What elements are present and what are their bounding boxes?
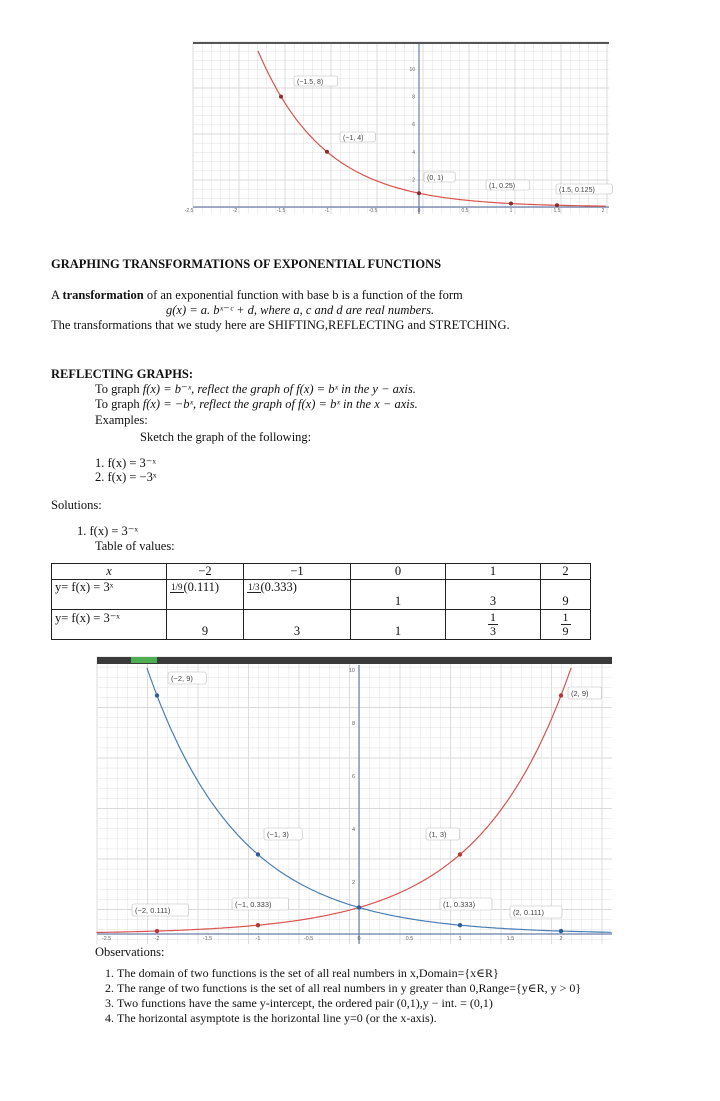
table-cell: 9 <box>167 610 244 640</box>
rule-1-math: f(x) = b⁻ˣ, reflect the graph of f(x) = bˣ in the y − axis. <box>142 382 416 396</box>
point-label: (2, 0.111) <box>513 908 544 917</box>
intro-bold-term: transformation <box>62 288 144 302</box>
y-tick-label: 10 <box>348 668 355 674</box>
observation-item: 1. The domain of two functions is the set of all real numbers in x,Domain={x∈R} <box>117 966 717 981</box>
y-tick-label: 6 <box>351 774 355 780</box>
top-graph-labels <box>294 76 612 194</box>
table-of-values <box>51 563 591 640</box>
curve-point <box>417 191 421 195</box>
x-tick-label: -1.5 <box>276 208 286 214</box>
intro-line-3: The transformations that we study here are SHIFTING,REFLECTING and STRETCHING. <box>51 318 510 332</box>
intro-formula: g(x) = a. bˣ⁻ᶜ + d, where a, c and d are real numbers. <box>166 303 435 317</box>
table-header-cell: 0 <box>351 564 446 580</box>
fraction-one-third <box>247 583 261 593</box>
table-cell: 3 <box>244 610 351 640</box>
x-tick-label: -2 <box>154 936 160 942</box>
point-label: (0, 1) <box>427 175 444 182</box>
x-tick-label: -0.5 <box>303 936 314 942</box>
fraction-denominator: 9 <box>562 624 569 638</box>
point-label: (1, 0.25) <box>489 183 516 190</box>
red-point <box>458 852 462 856</box>
section-heading: GRAPHING TRANSFORMATIONS OF EXPONENTIAL FUNCTIONS <box>51 257 442 271</box>
cell-value: (0.111) <box>183 580 220 594</box>
y-tick-label: 2 <box>412 177 415 184</box>
y-tick-label: 2 <box>351 880 355 886</box>
observation-item: 2. The range of two functions is the set of all real numbers in y greater than 0,Range={y∈R, y > 0} <box>117 981 717 996</box>
y-tick-label: 4 <box>351 827 355 833</box>
y-tick-label: 4 <box>412 149 415 156</box>
bottom-exponential-graph <box>97 657 612 944</box>
x-tick-label: 1 <box>458 936 462 942</box>
curve-point <box>325 150 329 154</box>
observation-item: 4. The horizontal asymptote is the horizontal line y=0 (or the x-axis). <box>117 1011 717 1026</box>
blue-point <box>559 929 563 933</box>
rule-2-math: f(x) = −bˣ, reflect the graph of f(x) = bˣ in the x − axis. <box>142 397 418 411</box>
point-label: (−1, 3) <box>267 830 289 839</box>
table-row-3-neg-x <box>52 610 591 640</box>
x-tick-label: -2.5 <box>184 208 194 214</box>
intro-line-1 <box>51 288 463 303</box>
example-item-1: 1. f(x) = 3⁻ˣ <box>95 456 156 470</box>
table-cell <box>167 580 244 610</box>
x-tick-label: -2.5 <box>101 936 112 942</box>
cell-value: (0.333) <box>260 580 297 594</box>
point-label: (−2, 0.111) <box>135 906 171 915</box>
fraction-cell <box>488 611 498 638</box>
red-point <box>559 693 563 697</box>
top-graph-grid <box>193 42 609 214</box>
x-tick-label: 2 <box>559 936 563 942</box>
x-tick-label: -1 <box>255 936 261 942</box>
table-header-cell: 1 <box>446 564 541 580</box>
fraction-one-ninth <box>170 583 184 593</box>
x-tick-label: -1.5 <box>202 936 213 942</box>
blue-point <box>357 905 361 909</box>
x-tick-label: 1 <box>509 208 513 214</box>
x-tick-label: -2 <box>232 208 238 214</box>
graph-toolbar-tab <box>131 657 157 663</box>
top-exponential-graph <box>184 42 609 214</box>
solutions-label: Solutions: <box>51 498 102 512</box>
fraction-text: 1/9 <box>171 582 183 593</box>
intro-post: of an exponential function with base b is a function of the form <box>143 288 463 302</box>
x-tick-label: 0 <box>417 208 421 214</box>
fraction-numerator: 1 <box>562 610 569 624</box>
fraction-denominator: 3 <box>490 624 496 638</box>
red-point <box>256 923 260 927</box>
y-tick-label: 8 <box>412 94 415 101</box>
row-label-3-neg-x: y= f(x) = 3⁻ˣ <box>52 610 167 640</box>
reflect-rule-2 <box>95 397 418 412</box>
point-label: (−1, 0.333) <box>235 900 272 909</box>
x-tick-label: 0.5 <box>461 208 469 214</box>
table-cell <box>446 610 541 640</box>
x-tick-label: 2 <box>601 208 605 214</box>
point-label: (1.5, 0.125) <box>559 187 595 194</box>
table-header-cell: −2 <box>167 564 244 580</box>
x-tick-label: -1 <box>324 208 330 214</box>
x-tick-label: 1.5 <box>553 208 561 214</box>
curve-point <box>555 203 559 207</box>
rule-2-pre: To graph <box>95 397 143 411</box>
fraction-cell <box>561 611 571 638</box>
rule-1-pre: To graph <box>95 382 143 396</box>
table-cell: 3 <box>446 580 541 610</box>
table-header-row <box>52 564 591 580</box>
top-graph-curve <box>258 51 606 206</box>
graph-toolbar-bar <box>97 657 612 664</box>
observations-list <box>97 966 717 1026</box>
blue-point <box>458 923 462 927</box>
blue-point <box>155 693 159 697</box>
reflecting-title: REFLECTING GRAPHS: <box>51 367 194 381</box>
point-label: (−1, 4) <box>343 135 364 142</box>
point-label: (2, 9) <box>571 689 589 698</box>
y-tick-label: 10 <box>409 67 415 73</box>
examples-label: Examples: <box>95 413 148 427</box>
table-cell: 9 <box>541 580 591 610</box>
intro-pre: A <box>51 288 63 302</box>
top-graph-y-ticks <box>409 67 415 183</box>
x-tick-label: 0 <box>357 936 361 942</box>
fraction-text: 1/3 <box>248 582 260 593</box>
table-label: Table of values: <box>95 539 175 553</box>
bottom-graph-x-ticks <box>102 936 563 942</box>
table-header-x: x <box>52 564 167 580</box>
y-tick-label: 6 <box>412 122 415 129</box>
bottom-graph-grid <box>97 657 612 944</box>
point-label: (1, 3) <box>429 830 447 839</box>
top-graph-x-ticks <box>185 208 605 214</box>
table-header-cell: −1 <box>244 564 351 580</box>
red-point <box>155 929 159 933</box>
y-tick-label: 8 <box>351 721 355 727</box>
table-row-3x <box>52 580 591 610</box>
table-header-cell: 2 <box>541 564 591 580</box>
fraction-numerator: 1 <box>490 610 496 624</box>
point-label: (−1.5, 8) <box>297 79 324 86</box>
reflect-rule-1 <box>95 381 416 397</box>
x-tick-label: 1.5 <box>506 936 515 942</box>
point-label: (−2, 9) <box>171 674 193 683</box>
x-tick-label: 0.5 <box>405 936 414 942</box>
point-label: (1, 0.333) <box>443 900 476 909</box>
curve-point <box>509 202 513 206</box>
table-cell: 1 <box>351 580 446 610</box>
example-item-2: 2. f(x) = −3ˣ <box>95 470 157 484</box>
table-cell <box>244 580 351 610</box>
observations-label: Observations: <box>95 945 165 959</box>
sketch-instruction: Sketch the graph of the following: <box>140 430 312 444</box>
blue-point <box>256 852 260 856</box>
x-tick-label: -0.5 <box>368 208 378 214</box>
curve-point <box>279 95 283 99</box>
row-label-3x: y= f(x) = 3ˣ <box>52 580 167 610</box>
table-cell: 1 <box>351 610 446 640</box>
solution-item-1: 1. f(x) = 3⁻ˣ <box>77 524 138 538</box>
observation-item: 3. Two functions have the same y-intercept, the ordered pair (0,1),y − int. = (0,1) <box>117 996 717 1011</box>
table-cell <box>541 610 591 640</box>
